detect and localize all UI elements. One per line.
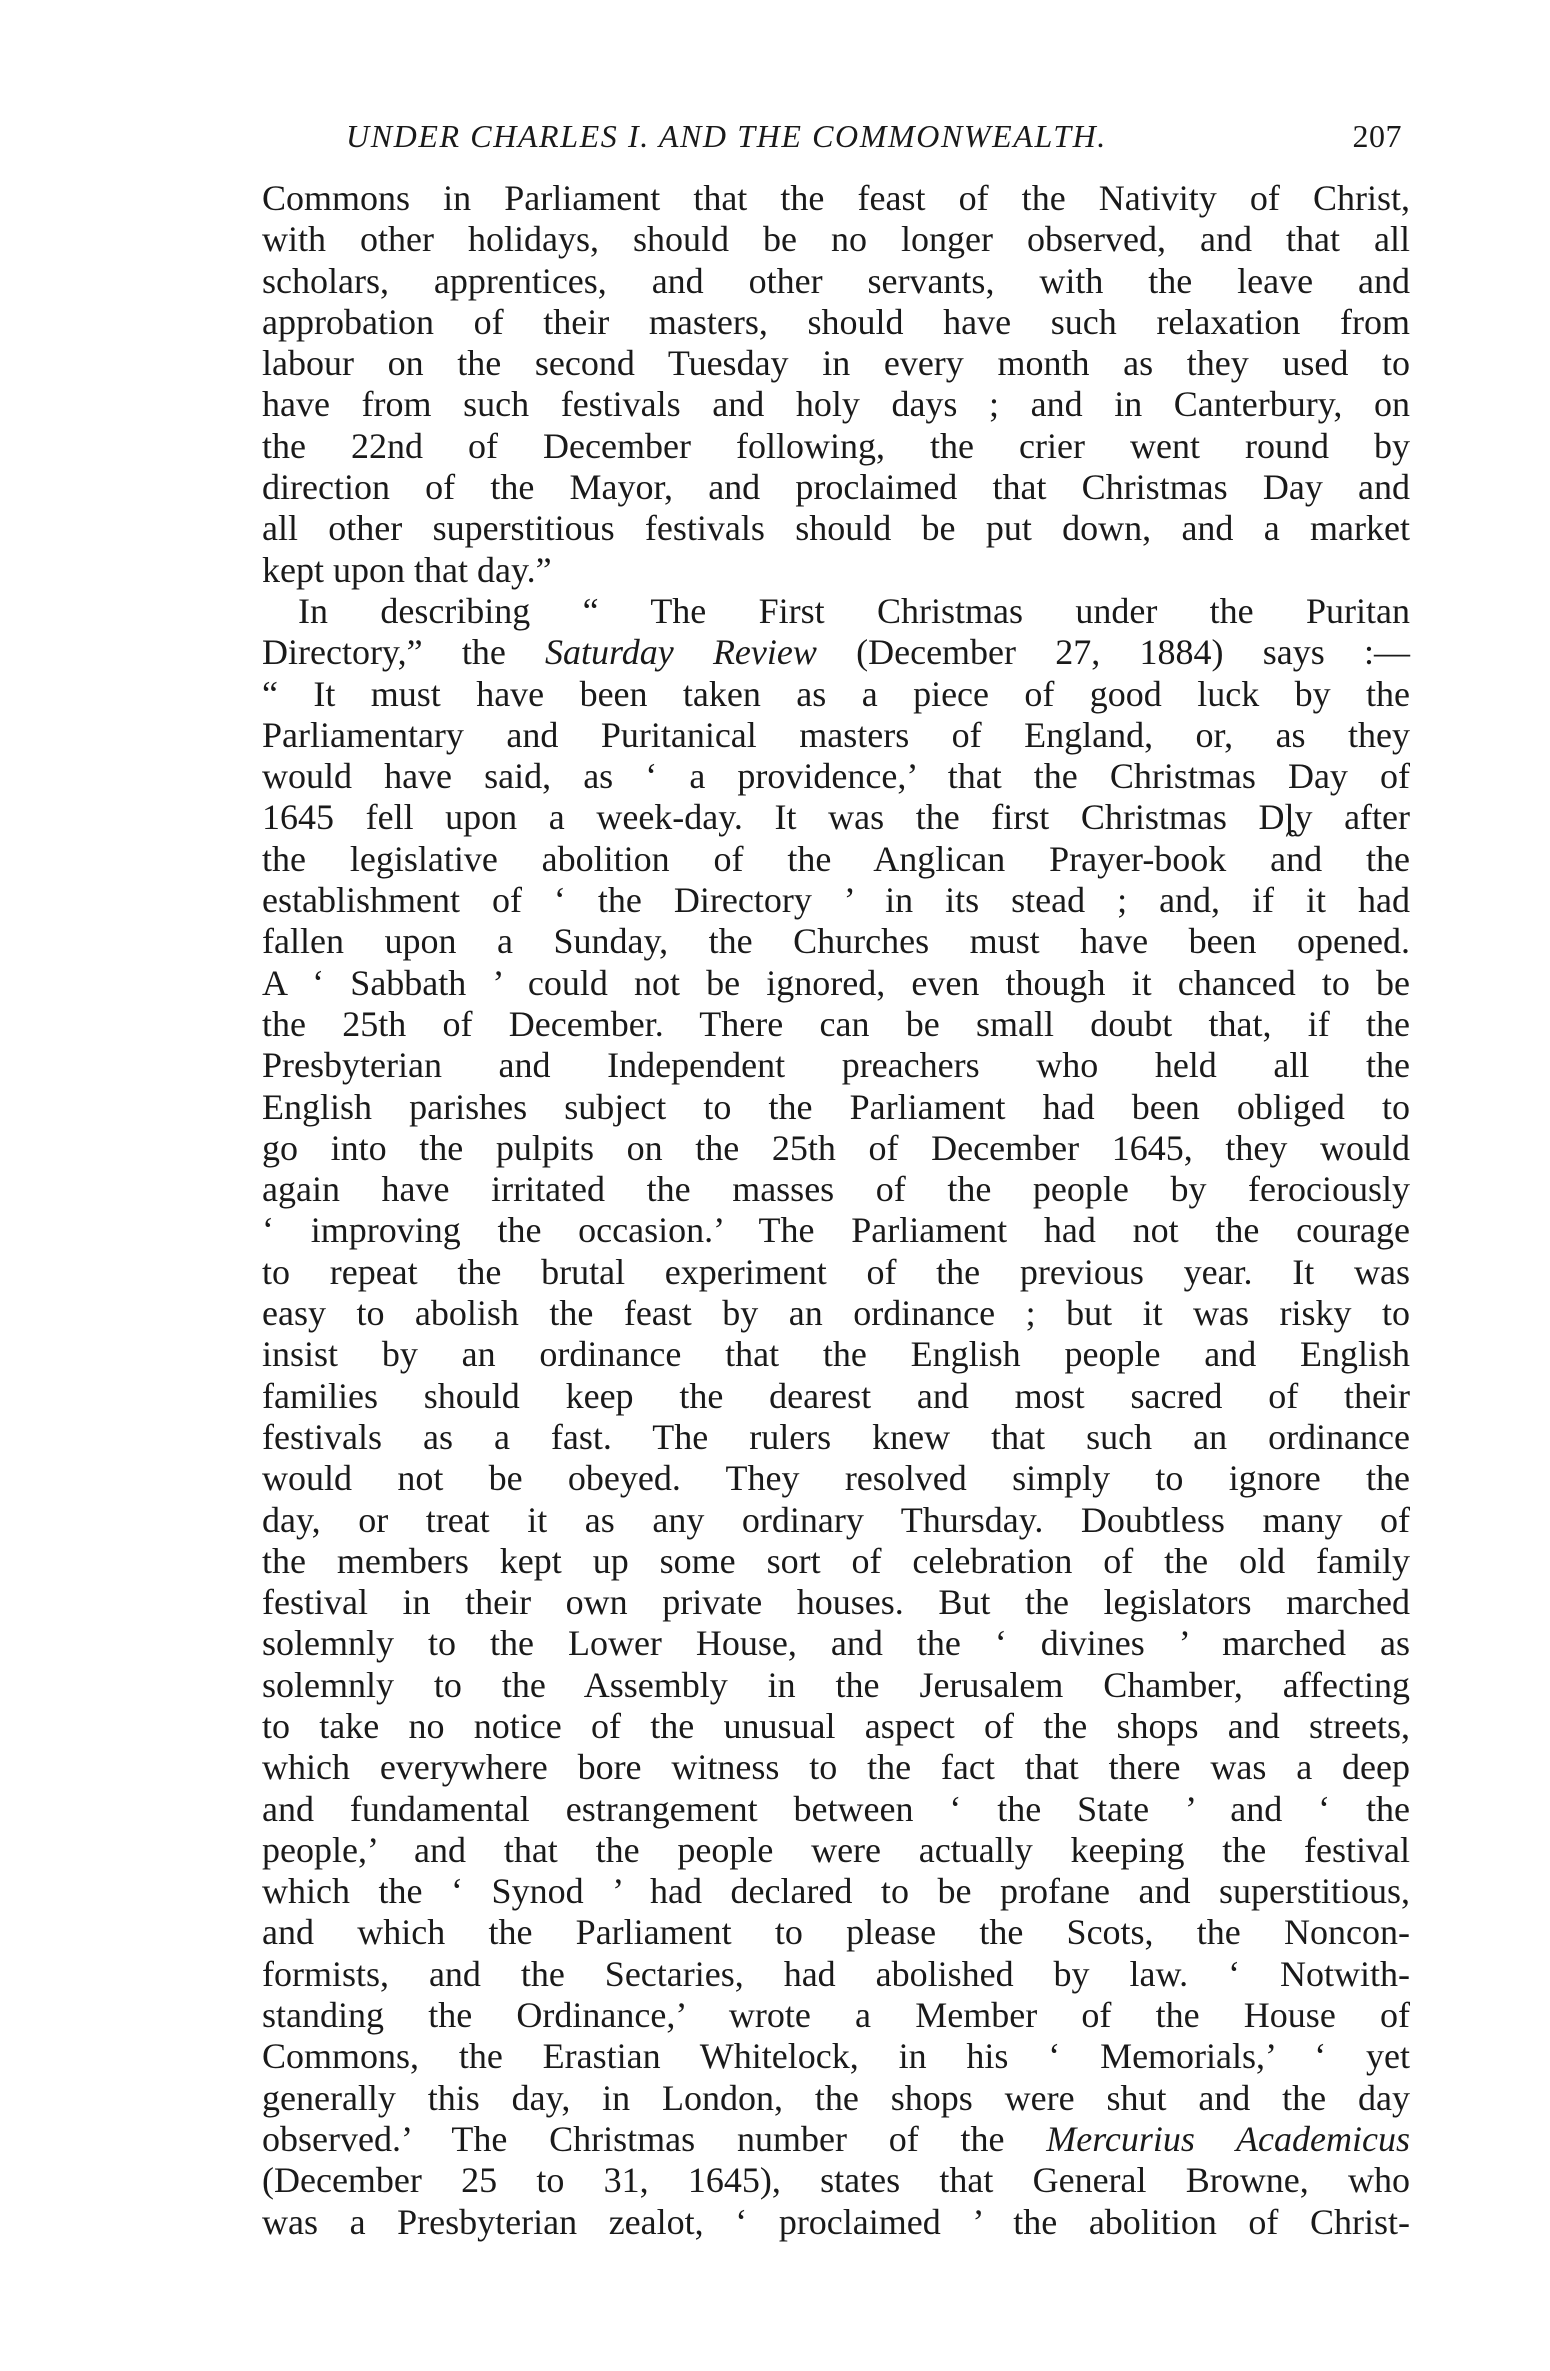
text-line: In describing “ The First Christmas under the Puritan (298, 590, 1410, 631)
text-line: formists, and the Sectaries, had abolished by law. ‘ Notwith- (262, 1953, 1410, 1994)
text-line: (December 25 to 31, 1645), states that General Browne, who (262, 2160, 1410, 2201)
text-line: A ‘ Sabbath ’ could not be ignored, even though it chanced to be (262, 962, 1410, 1003)
text-fragment: Directory,” the (262, 632, 546, 673)
text-line: generally this day, in London, the shops were shut and the day (262, 2077, 1410, 2118)
page-number: 207 (1352, 118, 1402, 154)
periodical-title: Saturday Review (545, 632, 817, 673)
text-line: kept upon that day.” (262, 549, 552, 590)
text-line: easy to abolish the feast by an ordinance ; but it was risky to (262, 1293, 1410, 1334)
text-line: solemnly to the Assembly in the Jerusalem Chamber, affecting (262, 1664, 1410, 1705)
text-line: fallen upon a Sunday, the Churches must have been opened. (262, 921, 1410, 962)
text-line: and which the Parliament to please the Scots, the Noncon- (262, 1912, 1410, 1953)
text-line: solemnly to the Lower House, and the ‘ divines ’ marched as (262, 1623, 1410, 1664)
text-line: people,’ and that the people were actually keeping the festival (262, 1829, 1410, 1870)
text-line: to take no notice of the unusual aspect of the shops and streets, (262, 1705, 1410, 1746)
text-line: would have said, as ‘ a providence,’ that the Christmas Day of (262, 756, 1410, 797)
text-fragment: observed.’ The Christmas number of the (262, 2118, 1047, 2159)
text-line (262, 2119, 1410, 2160)
text-line: “ It must have been taken as a piece of good luck by the (262, 673, 1410, 714)
running-title: UNDER CHARLES I. AND THE COMMONWEALTH. (346, 118, 1107, 154)
periodical-title: Mercurius Academicus (1046, 2118, 1410, 2159)
body-text (262, 178, 1410, 2243)
text-line: English parishes subject to the Parliament had been obliged to (262, 1086, 1410, 1127)
text-line: direction of the Mayor, and proclaimed that Christmas Day and (262, 467, 1410, 508)
text-line: which everywhere bore witness to the fact that there was a deep (262, 1747, 1410, 1788)
text-line: standing the Ordinance,’ wrote a Member of the House of (262, 1995, 1410, 2036)
text-fragment: (December 27, 1884) says :— (816, 632, 1410, 673)
text-line: Commons in Parliament that the feast of the Nativity of Christ, (262, 178, 1410, 218)
text-line: 1645 fell upon a week-day. It was the first Christmas Dȴy after (262, 797, 1410, 838)
text-line: the 25th of December. There can be small doubt that, if the (262, 1003, 1410, 1044)
text-line (262, 632, 1410, 673)
text-line: the members kept up some sort of celebration of the old family (262, 1540, 1410, 1581)
text-line: again have irritated the masses of the people by ferociously (262, 1169, 1410, 1210)
book-page (262, 110, 1410, 2243)
text-line: Parliamentary and Puritanical masters of England, or, as they (262, 714, 1410, 755)
text-line: festival in their own private houses. But the legislators marched (262, 1582, 1410, 1623)
text-line: insist by an ordinance that the English people and English (262, 1334, 1410, 1375)
text-line: the legislative abolition of the Anglican Prayer-book and the (262, 838, 1410, 879)
text-line: which the ‘ Synod ’ had declared to be profane and superstitious, (262, 1871, 1410, 1912)
text-line: was a Presbyterian zealot, ‘ proclaimed ’ the abolition of Christ- (262, 2201, 1410, 2242)
text-line: have from such festivals and holy days ; and in Canterbury, on (262, 384, 1410, 425)
text-line: Commons, the Erastian Whitelock, in his ‘ Memorials,’ ‘ yet (262, 2036, 1410, 2077)
text-line: all other superstitious festivals should be put down, and a market (262, 508, 1410, 549)
text-line: the 22nd of December following, the crier went round by (262, 425, 1410, 466)
text-line: scholars, apprentices, and other servants, with the leave and (262, 260, 1410, 301)
text-line: go into the pulpits on the 25th of December 1645, they would (262, 1127, 1410, 1168)
text-line: would not be obeyed. They resolved simply to ignore the (262, 1458, 1410, 1499)
text-line: approbation of their masters, should have such relaxation from (262, 301, 1410, 342)
text-line: day, or treat it as any ordinary Thursday. Doubtless many of (262, 1499, 1410, 1540)
text-line: families should keep the dearest and most sacred of their (262, 1375, 1410, 1416)
text-line: and fundamental estrangement between ‘ the State ’ and ‘ the (262, 1788, 1410, 1829)
text-line: establishment of ‘ the Directory ’ in its stead ; and, if it had (262, 880, 1410, 921)
running-head (262, 110, 1410, 162)
text-line: labour on the second Tuesday in every month as they used to (262, 343, 1410, 384)
text-line: Presbyterian and Independent preachers who held all the (262, 1045, 1410, 1086)
text-line: with other holidays, should be no longer observed, and that all (262, 219, 1410, 260)
text-line: to repeat the brutal experiment of the previous year. It was (262, 1251, 1410, 1292)
text-line: ‘ improving the occasion.’ The Parliament had not the courage (262, 1210, 1410, 1251)
text-line: festivals as a fast. The rulers knew that such an ordinance (262, 1416, 1410, 1457)
